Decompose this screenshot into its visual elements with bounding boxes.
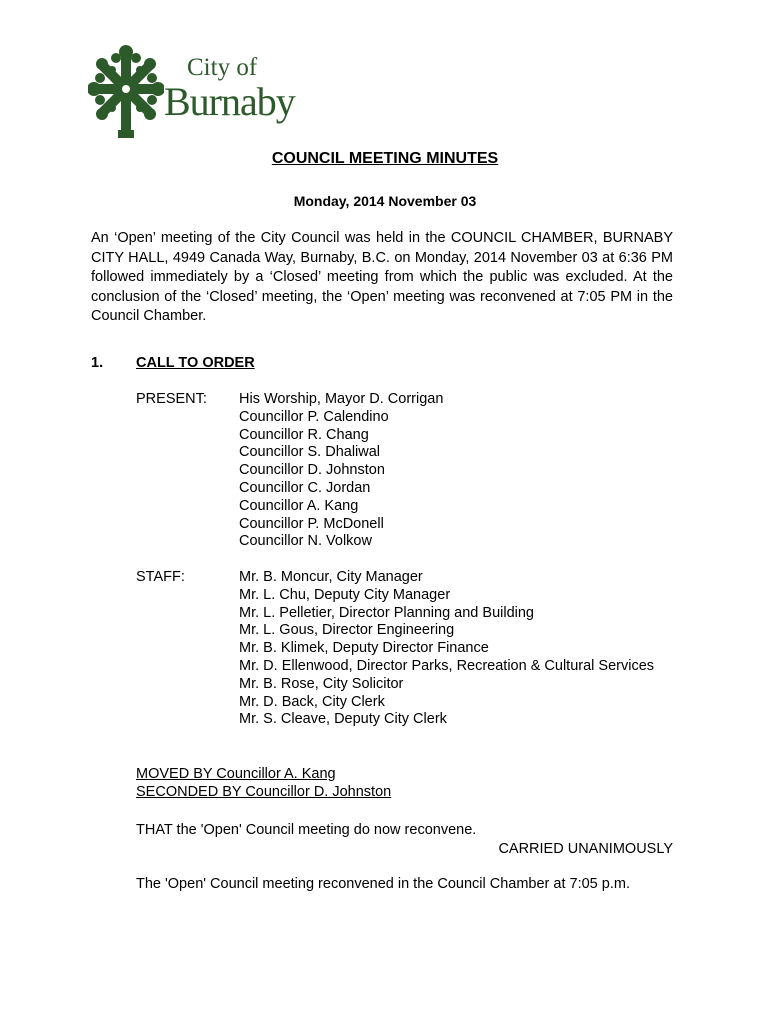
- intro-paragraph: An ‘Open’ meeting of the City Council was held in the COUNCIL CHAMBER, BURNABY CITY HALL, 4949 Canada Way, Burnaby, B.C. on Monday, 2014 November 03 at 6:36 PM followed immediately by a ‘Closed’ meeting from which the public was excluded. At the conclusion of the ‘Closed’ meeting, the ‘Open’ meeting was reconvened at 7:05 PM in the Council Chamber.: [91, 230, 673, 324]
- section-title: CALL TO ORDER: [136, 355, 255, 371]
- present-name: Councillor A. Kang: [239, 497, 359, 514]
- staff-name: Mr. B. Moncur, City Manager: [239, 569, 423, 585]
- staff-name: Mr. B. Rose, City Solicitor: [239, 675, 404, 692]
- staff-list: [239, 569, 654, 729]
- logo-burnaby: Burnaby: [164, 79, 295, 124]
- city-logo: [88, 44, 308, 144]
- staff-name: Mr. D. Back, City Clerk: [239, 693, 385, 710]
- document-title: COUNCIL MEETING MINUTES: [271, 150, 499, 167]
- present-name: Councillor P. Calendino: [239, 408, 389, 425]
- seconded-by: SECONDED BY Councillor D. Johnston: [136, 784, 392, 800]
- staff-name: Mr. L. Pelletier, Director Planning and Building: [239, 604, 534, 621]
- present-name: His Worship, Mayor D. Corrigan: [239, 391, 444, 407]
- staff-name: Mr. L. Chu, Deputy City Manager: [239, 586, 451, 603]
- reconvened-statement: The 'Open' Council meeting reconvened in the Council Chamber at 7:05 p.m.: [136, 876, 630, 892]
- motion-result: CARRIED UNANIMOUSLY: [498, 841, 673, 857]
- section-number: 1.: [91, 355, 104, 371]
- present-list: [239, 391, 443, 551]
- snowflake-tree-icon: [88, 44, 164, 140]
- staff-label: STAFF:: [136, 569, 185, 585]
- staff-name: Mr. S. Cleave, Deputy City Clerk: [239, 711, 447, 728]
- present-name: Councillor S. Dhaliwal: [239, 444, 381, 461]
- staff-name: Mr. D. Ellenwood, Director Parks, Recreation & Cultural Services: [239, 657, 655, 674]
- meeting-date: Monday, 2014 November 03: [293, 193, 477, 209]
- motion-block: [136, 765, 391, 801]
- present-name: Councillor R. Chang: [239, 426, 369, 443]
- present-name: Councillor C. Jordan: [239, 479, 371, 496]
- present-label: PRESENT:: [136, 391, 207, 407]
- present-name: Councillor P. McDonell: [239, 515, 384, 532]
- present-name: Councillor D. Johnston: [239, 462, 385, 479]
- staff-name: Mr. B. Klimek, Deputy Director Finance: [239, 640, 489, 657]
- moved-by: MOVED BY Councillor A. Kang: [136, 766, 336, 782]
- staff-name: Mr. L. Gous, Director Engineering: [239, 622, 455, 639]
- present-name: Councillor N. Volkow: [239, 533, 372, 550]
- logo-city-of: City of: [187, 54, 258, 81]
- motion-text: THAT the 'Open' Council meeting do now reconvene.: [136, 822, 477, 838]
